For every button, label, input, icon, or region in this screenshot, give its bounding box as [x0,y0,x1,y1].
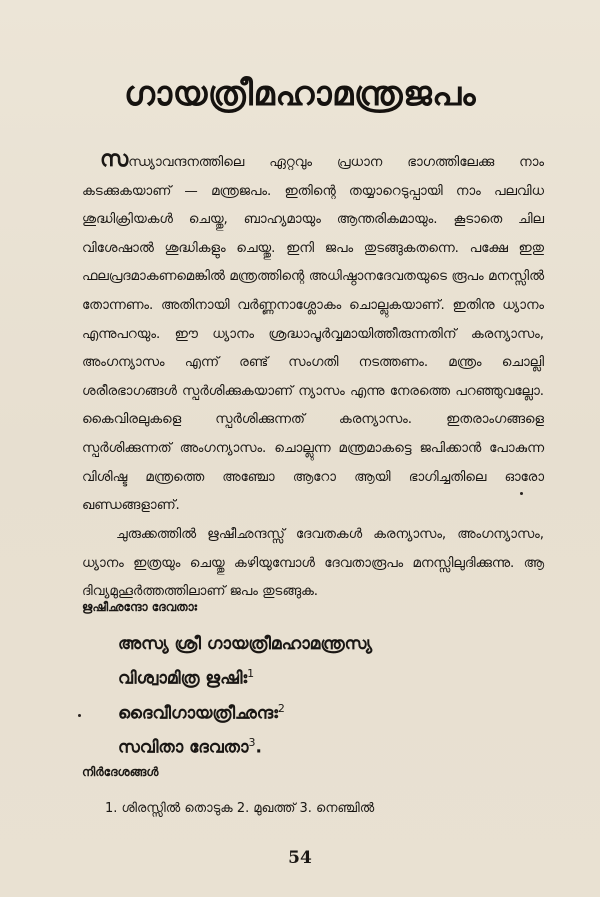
instructions-line: 1. ശിരസ്സിൽ തൊടുക 2. മുഖത്ത് 3. നെഞ്ചിൽ [105,801,375,816]
paragraph-2: ചുരുക്കത്തിൽ ഋഷീഛന്ദസ്സ് ദേവതകൾ കരന്യാസം, അംഗന്യാസം, ധ്യാനം ഇത്രയും ചെയ്തു കഴിയുമ്പോൾ ദേവതാരൂപം മനസ്സിലുദിക്കുന്നു. ആ ദിവ്യമുഹൂർത്തത്തിലാണ് ജപം തുടങ്ങുക. [82,527,544,600]
print-speck [78,714,81,717]
page-number: 54 [288,848,312,868]
mantra-line-4: സവിതാ ദേവതാ$^3$. [118,736,262,758]
footnote-marker: 2 [277,701,285,715]
drop-cap: സ [100,147,129,172]
section-heading-rishi: ഋഷീഛന്ദോ ദേവതാഃ [82,600,197,614]
mantra-block [118,630,372,763]
mantra-line-2: വിശ്വാമിത്ര ഋഷിഃ$^1$ [118,667,255,689]
footnote-marker: 1 [247,667,255,680]
mantra-line-3: ദൈവീഗായത്രീഛന്ദഃ$^2$ [118,701,285,724]
page-title: ഗായത്രീമഹാമന്ത്രജപം [123,74,476,114]
footnote-marker: 3 [248,736,256,750]
paragraph-1-text: ന്ധ്യാവന്ദനത്തിലെ ഏറ്റവും പ്രധാന ഭാഗത്തിലേക്കു നാം കടക്കുകയാണ് — മന്ത്രജപം. ഇതിന്റെ തയ്യാറെടുപ്പായി നാം പലവിധ ശുദ്ധിക്രിയകൾ ചെയ്തു, ബാഹ്യമായും ആന്തരികമായും. കൂടാതെ ചില വിശേഷാൽ ശുദ്ധികളും ചെയ്തു. ഇനി ജപം തുടങ്ങുകതന്നെ. പക്ഷേ ഇതു ഫലപ്രദമാകണമെങ്കിൽ മന്ത്രത്തിന്റെ അധിഷ്ഠാനദേവതയുടെ രൂപം മനസ്സിൽ തോന്നണം. അതിനായി വർണ്ണനാശ്ലോകം ചൊല്ലുകയാണ്. ഇതിനു ധ്യാനം എന്നുപറയും. ഈ ധ്യാനം ശ്രദ്ധാപൂർവ്വമായിത്തീരുന്നതിന് കരന്യാസം, അംഗന്യാസം എന്ന് രണ്ട് സംഗതി നടത്തണം. മന്ത്രം ചൊല്ലി ശരീരഭാഗങ്ങൾ സ്പർശിക്കുകയാണ് ന്യാസം എന്നു നേരത്തെ പറഞ്ഞുവല്ലോ. കൈവിരലുകളെ സ്പർശിക്കുന്നത് കരന്യാസം. ഇതരാംഗങ്ങളെ സ്പർശിക്കുന്നത് അംഗന്യാസം. ചൊല്ലുന്ന മന്ത്രമാകട്ടെ ജപിക്കാൻ പോകുന്ന വിശിഷ്ട മന്ത്രത്തെ അഞ്ചോ ആറോ ആയി ഭാഗിച്ചതിലെ ഓരോ ഖണ്ഡങ്ങളാണ്. [82,155,544,514]
paragraph-1 [82,146,544,521]
section-heading-instructions: നിർദേശങ്ങൾ [82,765,159,779]
print-speck [520,492,523,495]
mantra-line-1: അസ്യ ശ്രീ ഗായത്രീമഹാമന്ത്രസ്യ [118,634,373,654]
